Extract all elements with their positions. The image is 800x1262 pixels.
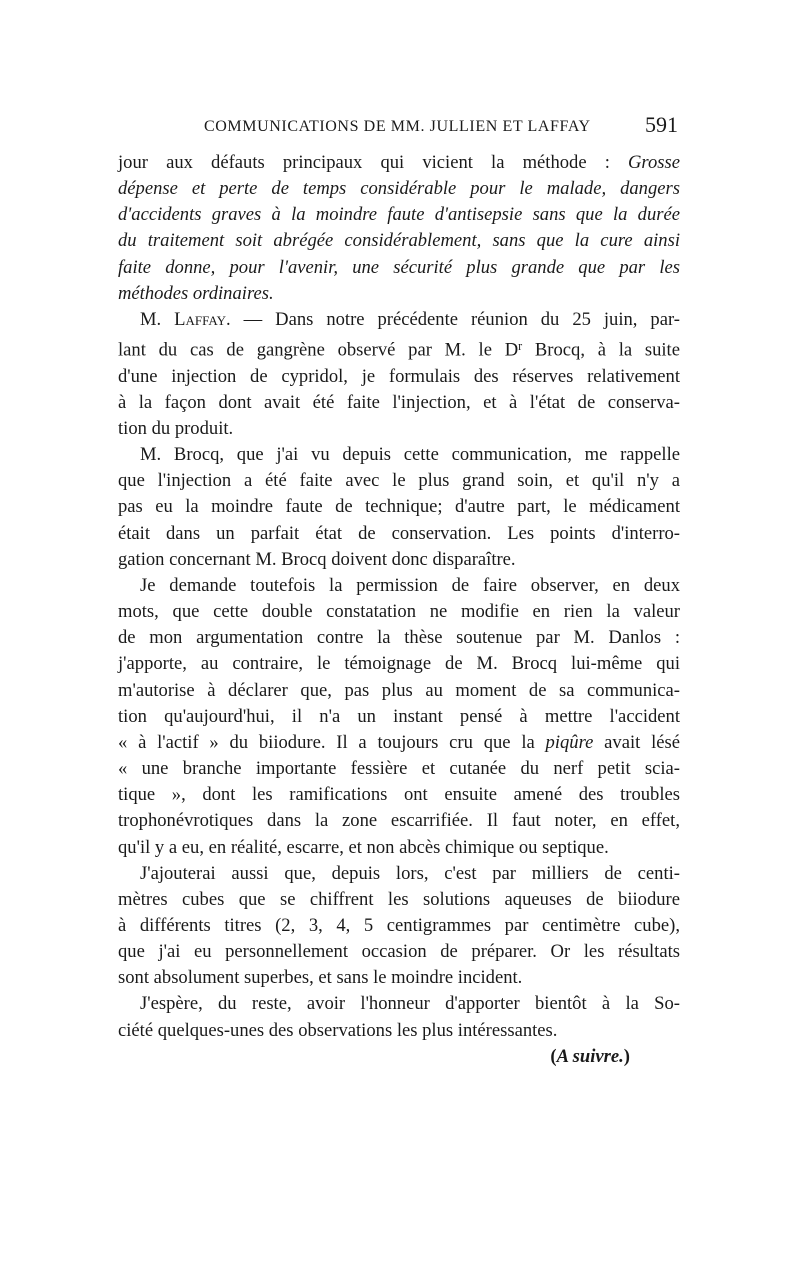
running-head <box>118 108 680 138</box>
text-line: de mon argumentation contre la thèse soutenue par M. Danlos : <box>118 627 680 649</box>
text-line: d'une injection de cypridol, je formulais des réserves relativement <box>118 365 680 387</box>
paragraph-brocq-recall <box>118 442 680 573</box>
text-span: avait lésé <box>593 731 680 753</box>
text-line: sont absolument superbes, et sans le moindre incident. <box>118 967 523 989</box>
body-text <box>118 150 680 1070</box>
text-line: qu'il y a eu, en réalité, escarre, et non abcès chimique ou septique. <box>118 836 609 858</box>
text-line: faite donne, pour l'avenir, une sécurité plus grande que par les <box>118 256 680 278</box>
text-line: J'espère, du reste, avoir l'honneur d'apporter bientôt à la So- <box>140 993 680 1015</box>
text-line: du traitement soit abrégée considérablement, sans que la cure ainsi <box>118 230 680 252</box>
speaker-prefix: M. <box>140 308 175 330</box>
text-line: M. Brocq, que j'ai vu depuis cette communication, me rappelle <box>140 444 680 466</box>
text-line <box>118 730 680 756</box>
text-span: jour aux défauts principaux qui vicient la méthode : <box>118 152 628 173</box>
text-line: à la façon dont avait été faite l'injection, et à l'état de conserva- <box>118 391 680 413</box>
paragraph-closing <box>118 991 680 1043</box>
speaker-name: Laffay <box>174 308 226 330</box>
to-be-continued <box>118 1044 680 1070</box>
text-line: que l'injection a été faite avec le plus grand soin, et qu'il n'y a <box>118 470 680 492</box>
text-line <box>118 307 680 333</box>
text-line: tion qu'aujourd'hui, il n'a un instant pensé à mettre l'accident <box>118 705 680 727</box>
text-line: tique », dont les ramifications ont ensuite amené des troubles <box>118 784 680 806</box>
text-line <box>118 333 680 364</box>
text-line: trophonévrotiques dans la zone escarrifiée. Il faut noter, en effet, <box>118 810 680 832</box>
running-head-title: COMMUNICATIONS DE MM. JULLIEN ET LAFFAY <box>204 118 591 135</box>
text-span: Brocq, à la suite <box>522 339 680 361</box>
text-line: d'accidents graves à la moindre faute d'antisepsie sans que la durée <box>118 204 680 226</box>
text-line: tion du produit. <box>118 418 234 439</box>
text-line: que j'ai eu personnellement occasion de préparer. Or les résultats <box>118 941 680 963</box>
text-line: dépense et perte de temps considérable pour le malade, dangers <box>118 178 680 200</box>
text-line: méthodes ordinaires. <box>118 282 274 304</box>
text-line: gation concernant M. Brocq doivent donc disparaître. <box>118 548 516 570</box>
italic-span: Grosse <box>628 152 680 173</box>
text-line: ciété quelques-unes des observations les plus intéressantes. <box>118 1019 558 1041</box>
paragraph-conclusion <box>118 150 680 307</box>
paragraph-results <box>118 861 680 992</box>
paren-open: ( <box>550 1045 557 1067</box>
paragraph-argument <box>118 573 680 861</box>
signoff-text: A suivre. <box>556 1045 624 1067</box>
text-span: « à l'actif » du biiodure. Il a toujours cru que la <box>118 731 546 753</box>
text-line: Je demande toutefois la permission de faire observer, en deux <box>140 574 680 596</box>
text-span: lant du cas de gangrène observé par M. le D <box>118 339 519 361</box>
text-line: était dans un parfait état de conservation. Les points d'interro- <box>118 522 680 544</box>
text-line: J'ajouterai aussi que, depuis lors, c'est par milliers de centi- <box>140 862 680 884</box>
paragraph-laffay-intro <box>118 307 680 442</box>
text-line <box>118 150 680 176</box>
page-number: 591 <box>645 112 678 137</box>
text-line: « une branche importante fessière et cutanée du nerf petit scia- <box>118 758 680 780</box>
text-line: j'apporte, au contraire, le témoignage de M. Brocq lui-même qui <box>118 653 680 675</box>
book-page <box>118 108 680 1070</box>
text-line: mots, que cette double constatation ne modifie en rien la valeur <box>118 601 680 623</box>
text-line: à différents titres (2, 3, 4, 5 centigrammes par centimètre cube), <box>118 914 680 936</box>
text-span: . — Dans notre précédente réunion du 25 juin, par- <box>225 308 680 330</box>
paren-close: ) <box>623 1045 630 1067</box>
superscript: r <box>518 339 523 354</box>
italic-span: piqûre <box>545 731 594 753</box>
text-line: mètres cubes que se chiffrent les solutions aqueuses de biiodure <box>118 888 680 910</box>
text-line: pas eu la moindre faute de technique; d'autre part, le médicament <box>118 496 680 518</box>
text-line: m'autorise à déclarer que, pas plus au moment de sa communica- <box>118 679 680 701</box>
